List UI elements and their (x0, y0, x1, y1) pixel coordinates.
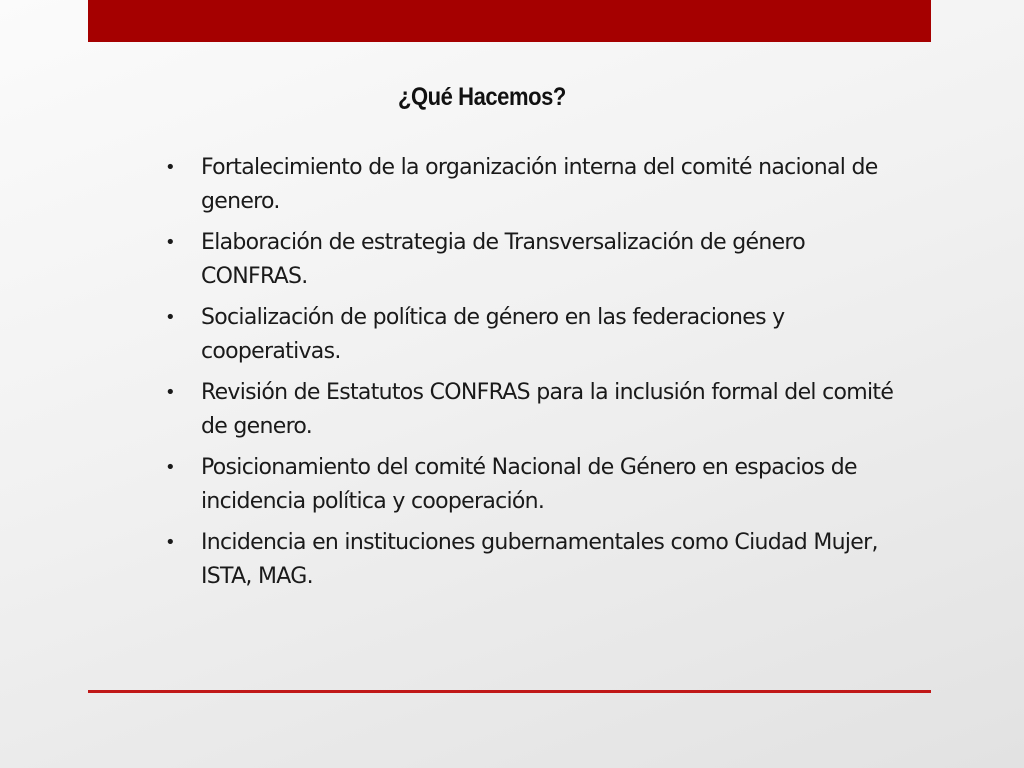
bullet-item (165, 226, 905, 294)
bottom-divider (88, 690, 931, 693)
bullet-text: Incidencia en instituciones gubernamentales como Ciudad Mujer, ISTA, MAG. (201, 530, 878, 589)
top-accent-bar (88, 0, 931, 42)
bullet-item (165, 376, 905, 444)
bullet-icon: • (165, 307, 175, 328)
bullet-icon: • (165, 382, 175, 403)
bullet-list (165, 151, 905, 601)
bullet-icon: • (165, 457, 175, 478)
bullet-icon: • (165, 157, 175, 178)
bullet-icon: • (165, 232, 175, 253)
bullet-icon: • (165, 532, 175, 553)
bullet-item (165, 526, 905, 594)
bullet-text: Fortalecimiento de la organización interna del comité nacional de genero. (201, 155, 878, 214)
bullet-item (165, 151, 905, 219)
bullet-text: Socialización de política de género en las federaciones y cooperativas. (201, 305, 785, 364)
bullet-item (165, 301, 905, 369)
slide-title: ¿Qué Hacemos? (398, 83, 566, 111)
bullet-item (165, 451, 905, 519)
bullet-text: Revisión de Estatutos CONFRAS para la inclusión formal del comité de genero. (201, 380, 894, 439)
bullet-text: Posicionamiento del comité Nacional de Género en espacios de incidencia política y cooperación. (201, 455, 857, 514)
bullet-text: Elaboración de estrategia de Transversalización de género CONFRAS. (201, 230, 806, 289)
